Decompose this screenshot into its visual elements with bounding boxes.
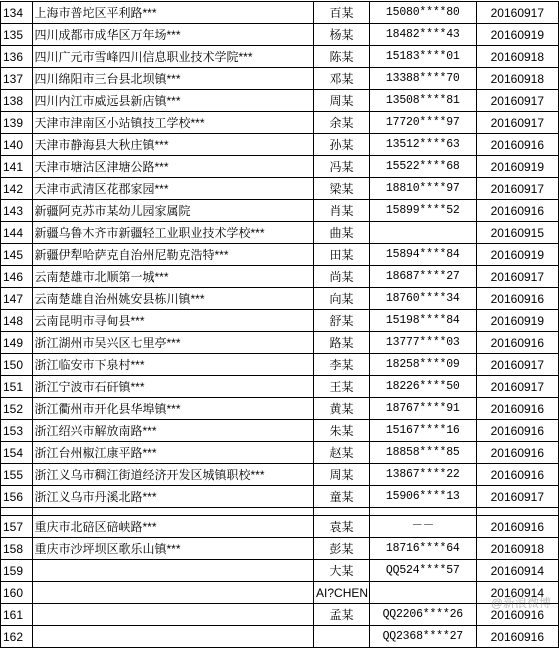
table-row xyxy=(1,354,559,376)
row-number: 141 xyxy=(1,156,33,178)
row-address: 浙江义乌市稠江街道经济开发区城镇职校*** xyxy=(32,464,314,486)
row-phone: 18482****43 xyxy=(369,24,476,46)
row-phone: 15198****84 xyxy=(369,310,476,332)
row-number: 159 xyxy=(1,560,33,582)
section-divider xyxy=(1,508,559,516)
row-phone: QQ2206****26 xyxy=(369,604,476,626)
table-row xyxy=(1,200,559,222)
row-date: 20160916 xyxy=(476,464,558,486)
records-table-body xyxy=(1,2,559,648)
row-phone xyxy=(369,582,476,604)
row-date: 20160917 xyxy=(476,486,558,508)
row-address: 浙江宁波市石矸镇*** xyxy=(32,376,314,398)
row-number: 136 xyxy=(1,46,33,68)
row-number: 157 xyxy=(1,516,33,538)
table-row xyxy=(1,582,559,604)
row-date: 20160916 xyxy=(476,288,558,310)
row-date: 20160916 xyxy=(476,442,558,464)
row-name: 舒某 xyxy=(314,310,370,332)
row-name: 周某 xyxy=(314,90,370,112)
table-row xyxy=(1,538,559,560)
row-date: 20160915 xyxy=(476,222,558,244)
row-phone: 18810****97 xyxy=(369,178,476,200)
row-date: 20160916 xyxy=(476,398,558,420)
row-address xyxy=(32,604,314,626)
row-name: 田某 xyxy=(314,244,370,266)
row-date: 20160918 xyxy=(476,46,558,68)
row-phone: 15899****52 xyxy=(369,200,476,222)
divider-cell xyxy=(476,508,558,516)
table-row xyxy=(1,134,559,156)
row-address: 浙江绍兴市解放南路*** xyxy=(32,420,314,442)
row-date: 20160916 xyxy=(476,626,558,648)
table-row xyxy=(1,560,559,582)
row-phone: 18767****91 xyxy=(369,398,476,420)
row-address: 浙江衢州市开化县华埠镇*** xyxy=(32,398,314,420)
row-phone: QQ2368****27 xyxy=(369,626,476,648)
row-number: 145 xyxy=(1,244,33,266)
row-address: 四川绵阳市三台县北坝镇*** xyxy=(32,68,314,90)
table-row xyxy=(1,178,559,200)
table-row xyxy=(1,626,559,648)
row-address: 浙江湖州市吴兴区七里亭*** xyxy=(32,332,314,354)
row-name: 向某 xyxy=(314,288,370,310)
row-name: 童某 xyxy=(314,486,370,508)
row-address: 新疆伊犁哈萨克自治州尼勒克浩特*** xyxy=(32,244,314,266)
row-address: 天津市武清区花郡家园*** xyxy=(32,178,314,200)
row-phone: 18687****27 xyxy=(369,266,476,288)
row-phone: 18858****85 xyxy=(369,442,476,464)
row-number: 152 xyxy=(1,398,33,420)
row-number: 143 xyxy=(1,200,33,222)
table-row xyxy=(1,516,559,538)
row-address: 云南楚雄自治州姚安县栋川镇*** xyxy=(32,288,314,310)
row-number: 156 xyxy=(1,486,33,508)
row-address: 重庆市北碚区碚峡路*** xyxy=(32,516,314,538)
row-name: 冯某 xyxy=(314,156,370,178)
row-number: 147 xyxy=(1,288,33,310)
table-row xyxy=(1,2,559,24)
row-name: 孟某 xyxy=(314,604,370,626)
table-row xyxy=(1,376,559,398)
table-row xyxy=(1,222,559,244)
row-name: 朱某 xyxy=(314,420,370,442)
row-name: 百某 xyxy=(314,2,370,24)
divider-cell xyxy=(314,508,370,516)
row-phone: 13388****70 xyxy=(369,68,476,90)
row-address: 天津市津南区小站镇技工学校*** xyxy=(32,112,314,134)
row-phone: 13867****22 xyxy=(369,464,476,486)
divider-cell xyxy=(369,508,476,516)
row-number: 140 xyxy=(1,134,33,156)
row-phone: 15167****16 xyxy=(369,420,476,442)
row-phone: 15894****84 xyxy=(369,244,476,266)
row-number: 135 xyxy=(1,24,33,46)
row-address xyxy=(32,582,314,604)
row-name: 肖某 xyxy=(314,200,370,222)
row-name: 王某 xyxy=(314,376,370,398)
row-phone: 13777****03 xyxy=(369,332,476,354)
row-name: 赵某 xyxy=(314,442,370,464)
row-date: 20160917 xyxy=(476,90,558,112)
row-address xyxy=(32,626,314,648)
row-date: 20160914 xyxy=(476,582,558,604)
row-date: 20160916 xyxy=(476,516,558,538)
row-address: 新疆阿克苏市某幼儿园家属院 xyxy=(32,200,314,222)
row-number: 162 xyxy=(1,626,33,648)
divider-cell xyxy=(32,508,314,516)
row-name: 李某 xyxy=(314,354,370,376)
row-address: 浙江台州椒江康平路*** xyxy=(32,442,314,464)
row-name: 孙某 xyxy=(314,134,370,156)
row-address: 天津市塘沽区津塘公路*** xyxy=(32,156,314,178)
row-name: 路某 xyxy=(314,332,370,354)
row-date: 20160919 xyxy=(476,156,558,178)
row-address: 天津市静海县大秋庄镇*** xyxy=(32,134,314,156)
row-date: 20160917 xyxy=(476,178,558,200)
row-number: 153 xyxy=(1,420,33,442)
row-number: 161 xyxy=(1,604,33,626)
table-row xyxy=(1,24,559,46)
row-number: 151 xyxy=(1,376,33,398)
row-date: 20160916 xyxy=(476,332,558,354)
row-name: 周某 xyxy=(314,464,370,486)
table-row xyxy=(1,288,559,310)
row-phone: QQ524****57 xyxy=(369,560,476,582)
row-date: 20160916 xyxy=(476,420,558,442)
row-phone: 18716****64 xyxy=(369,538,476,560)
row-address: 云南楚雄市北顺第一城*** xyxy=(32,266,314,288)
row-name: 杨某 xyxy=(314,24,370,46)
row-name: 袁某 xyxy=(314,516,370,538)
table-row xyxy=(1,68,559,90)
row-address: 重庆市沙坪坝区歌乐山镇*** xyxy=(32,538,314,560)
table-row xyxy=(1,46,559,68)
row-date: 20160916 xyxy=(476,200,558,222)
row-address xyxy=(32,560,314,582)
row-date: 20160917 xyxy=(476,354,558,376)
row-date: 20160917 xyxy=(476,112,558,134)
row-date: 20160916 xyxy=(476,134,558,156)
table-row xyxy=(1,90,559,112)
row-name: 余某 xyxy=(314,112,370,134)
row-number: 138 xyxy=(1,90,33,112)
row-phone: 13508****81 xyxy=(369,90,476,112)
row-number: 158 xyxy=(1,538,33,560)
table-row xyxy=(1,604,559,626)
table-row xyxy=(1,266,559,288)
row-number: 137 xyxy=(1,68,33,90)
row-number: 148 xyxy=(1,310,33,332)
row-address: 新疆乌鲁木齐市新疆轻工业职业技术学校*** xyxy=(32,222,314,244)
row-number: 142 xyxy=(1,178,33,200)
row-address: 云南昆明市寻甸县*** xyxy=(32,310,314,332)
row-name: 尚某 xyxy=(314,266,370,288)
row-number: 144 xyxy=(1,222,33,244)
divider-cell xyxy=(1,508,33,516)
row-date: 20160914 xyxy=(476,560,558,582)
row-date: 20160918 xyxy=(476,538,558,560)
row-number: 149 xyxy=(1,332,33,354)
row-number: 146 xyxy=(1,266,33,288)
row-date: 20160919 xyxy=(476,244,558,266)
row-number: 160 xyxy=(1,582,33,604)
row-phone: 15522****68 xyxy=(369,156,476,178)
row-number: 139 xyxy=(1,112,33,134)
row-name: 大某 xyxy=(314,560,370,582)
row-name xyxy=(314,626,370,648)
row-address: 四川广元市雪峰四川信息职业技术学院*** xyxy=(32,46,314,68)
row-phone: 17720****97 xyxy=(369,112,476,134)
row-number: 154 xyxy=(1,442,33,464)
row-address: 浙江临安市下泉村*** xyxy=(32,354,314,376)
row-address: 四川内江市威远县新店镇*** xyxy=(32,90,314,112)
row-address: 四川成都市成华区万年场*** xyxy=(32,24,314,46)
table-row xyxy=(1,244,559,266)
row-name: 曲某 xyxy=(314,222,370,244)
table-row xyxy=(1,310,559,332)
row-address: 浙江义乌市丹溪北路*** xyxy=(32,486,314,508)
row-phone: 18760****34 xyxy=(369,288,476,310)
row-phone: 15906****13 xyxy=(369,486,476,508)
row-date: 20160917 xyxy=(476,266,558,288)
row-phone: 15183****01 xyxy=(369,46,476,68)
table-row xyxy=(1,420,559,442)
table-row xyxy=(1,156,559,178)
row-date: 20160918 xyxy=(476,68,558,90)
row-date: 20160916 xyxy=(476,604,558,626)
row-number: 134 xyxy=(1,2,33,24)
row-phone: 15080****80 xyxy=(369,2,476,24)
table-row xyxy=(1,486,559,508)
row-name: 梁某 xyxy=(314,178,370,200)
row-date: 20160917 xyxy=(476,2,558,24)
row-phone xyxy=(369,222,476,244)
row-date: 20160919 xyxy=(476,24,558,46)
row-number: 150 xyxy=(1,354,33,376)
row-name: 彭某 xyxy=(314,538,370,560)
table-row xyxy=(1,464,559,486)
records-table xyxy=(0,1,559,648)
row-name: AI?CHEN xyxy=(314,582,370,604)
row-phone: 13512****63 xyxy=(369,134,476,156)
table-row xyxy=(1,398,559,420)
table-row xyxy=(1,112,559,134)
row-name: 黄某 xyxy=(314,398,370,420)
table-row xyxy=(1,332,559,354)
row-phone: －－ xyxy=(369,516,476,538)
row-address: 上海市普坨区平利路*** xyxy=(32,2,314,24)
row-phone: 18258****09 xyxy=(369,354,476,376)
row-name: 陈某 xyxy=(314,46,370,68)
row-date: 20160917 xyxy=(476,376,558,398)
row-date: 20160919 xyxy=(476,310,558,332)
table-row xyxy=(1,442,559,464)
row-number: 155 xyxy=(1,464,33,486)
watermark: @新浪微博 xyxy=(491,594,551,611)
row-name: 邓某 xyxy=(314,68,370,90)
row-phone: 18226****50 xyxy=(369,376,476,398)
